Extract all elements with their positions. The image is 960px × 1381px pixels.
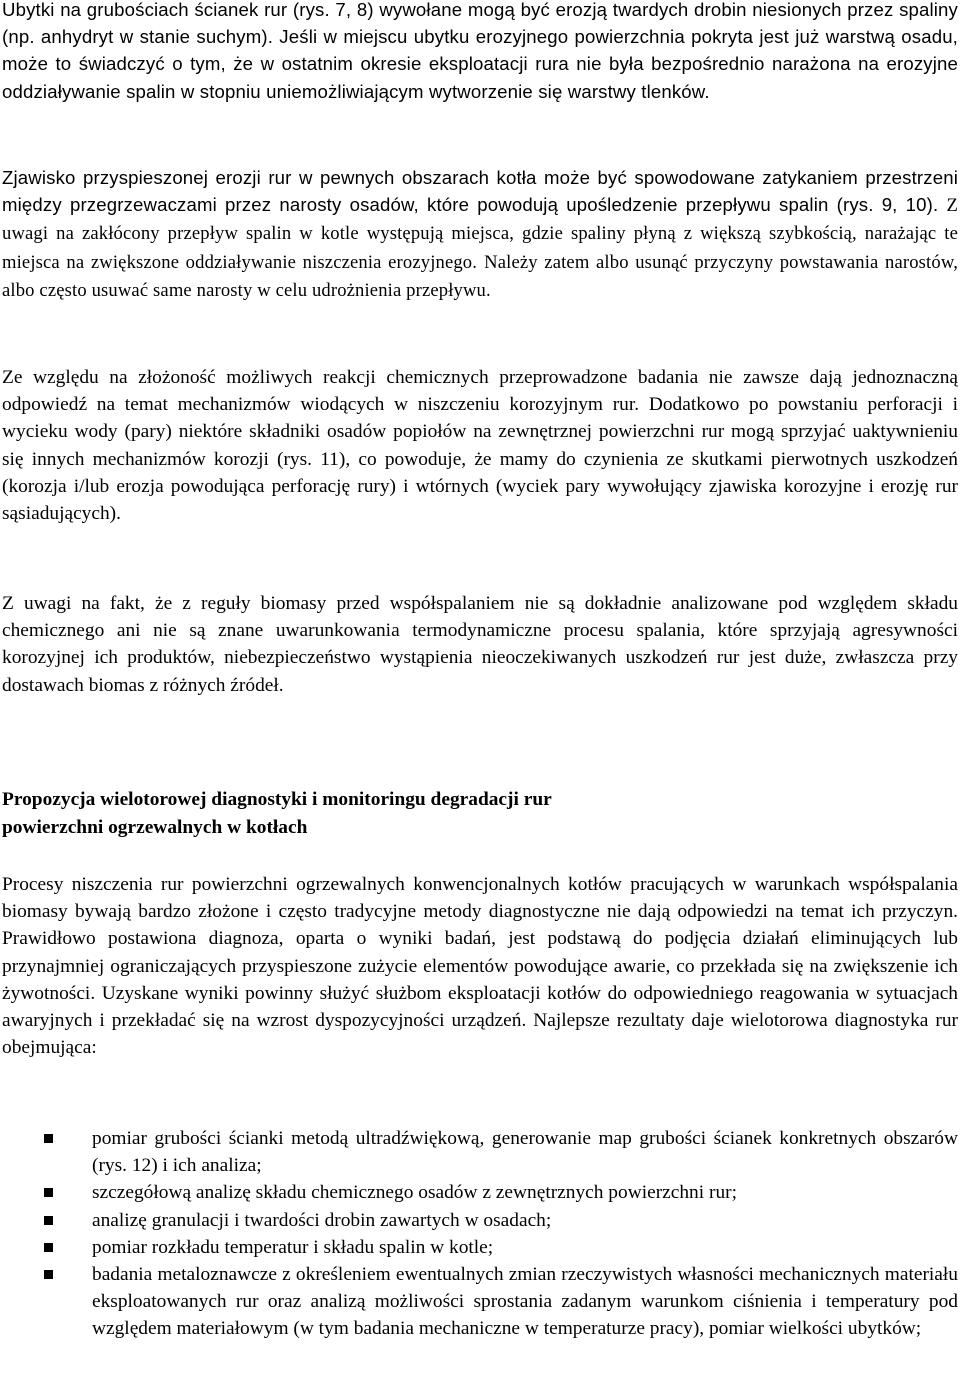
list-item bbox=[0, 1234, 958, 1261]
paragraph-accelerated-erosion-part1: Zjawisko przyspieszonej erozji rur w pewnych obszarach kotła może być spowodowane zatykaniem przestrzeni między przegrzewaczami przez narosty osadów, które powodują upośledzenie przepływu spalin (rys. 9, 10). bbox=[2, 167, 958, 216]
list-item-text: badania metaloznawcze z określeniem ewentualnych zmian rzeczywistych własności mechanicznych materiału eksploatowanych rur oraz analizą możliwości sprostania zadanym warunkom ciśnienia i temperatury pod względem materiałowym (w tym badania mechaniczne w temperaturze pracy), pomiar wielkości ubytków; bbox=[92, 1264, 958, 1340]
paragraph-accelerated-erosion bbox=[2, 164, 958, 304]
list-item bbox=[0, 1261, 958, 1343]
paragraph-accelerated-erosion-part3: Należy zatem albo usunąć przyczyny powstawania narostów, albo często usuwać same narosty w celu udrożnienia przepływu. bbox=[2, 251, 958, 301]
section-heading bbox=[2, 786, 958, 841]
square-bullet-icon bbox=[44, 1134, 53, 1143]
list-item bbox=[0, 1179, 958, 1206]
paragraph-diagnostics: Procesy niszczenia rur powierzchni ogrzewalnych konwencjonalnych kotłów pracujących w warunkach współspalania biomasy bywają bardzo złożone i często tradycyjne metody diagnostyczne nie dają odpowiedzi na temat ich przyczyn. Prawidłowo postawiona diagnoza, oparta o wyniki badań, jest podstawą do podjęcia działań eliminujących lub przynajmniej ograniczających przyspieszone zużycie elementów powodujące awarie, co przekłada się na zwiększenie ich żywotności. Uzyskane wyniki powinny służyć służbom eksploatacji kotłów do odpowiedniego reagowania w sytuacjach awaryjnych i przekładać się na wzrost dyspozycyjności urządzeń. Najlepsze rezultaty daje wielotorowa diagnostyka rur obejmująca: bbox=[2, 874, 958, 1059]
list-item-text: pomiar grubości ścianki metodą ultradźwiękową, generowanie map grubości ścianek konkretnych obszarów (rys. 12) i ich analiza; bbox=[92, 1128, 958, 1177]
square-bullet-icon bbox=[44, 1270, 53, 1279]
paragraph-biomass-analysis: Z uwagi na fakt, że z reguły biomasy przed współspalaniem nie są dokładnie analizowane pod względem składu chemicznego ani nie są znane uwarunkowania termodynamiczne procesu spalania, które sprzyjają agresywności korozyjnej ich produktów, niebezpieczeństwo wystąpienia nieoczekiwanych uszkodzeń rur jest duże, zwłaszcza przy dostawach biomas z różnych źródeł. bbox=[2, 593, 958, 696]
list-item-text: analizę granulacji i twardości drobin zawartych w osadach; bbox=[92, 1209, 552, 1231]
paragraph-chemical-reactions: Ze względu na złożoność możliwych reakcji chemicznych przeprowadzone badania nie zawsze dają jednoznaczną odpowiedź na temat mechanizmów wiodących w niszczeniu korozyjnym rur. Dodatkowo po powstaniu perforacji i wycieku wody (pary) niektóre składniki osadów popiołów na zewnętrznej powierzchni rur mogą sprzyjać uaktywnieniu się innych mechanizmów korozji (rys. 11), co powoduje, że mamy do czynienia ze skutkami pierwotnych uszkodzeń (korozja i/lub erozja powodująca perforację rury) i wtórnych (wyciek pary wywołujący zjawiska korozyjne i erozję rur sąsiadujących). bbox=[2, 367, 958, 525]
paragraph-accelerated-erosion-part2: Z uwagi na zakłócony przepływ spalin w kotle występują miejsca, gdzie spaliny płyną z większą szybkością, narażając te miejsca na zwiększone oddziaływanie niszczenia erozyjnego. bbox=[2, 195, 958, 273]
paragraph-erosion-losses: Ubytki na grubościach ścianek rur (rys. 7, 8) wywołane mogą być erozją twardych drobin niesionych przez spaliny (np. anhydryt w stanie suchym). Jeśli w miejscu ubytku erozyjnego powierzchnia pokryta jest już warstwą osadu, może to świadczyć o tym, że w ostatnim okresie eksploatacji rura nie była bezpośrednio narażona na erozyjne oddziaływanie spalin w stopniu uniemożliwiającym wytworzenie się warstwy tlenków. bbox=[2, 0, 958, 102]
list-item bbox=[0, 1125, 958, 1179]
section-heading-line1: Propozycja wielotorowej diagnostyki i monitoringu degradacji rur bbox=[2, 789, 552, 810]
list-item-text: szczegółową analizę składu chemicznego osadów z zewnętrznych powierzchni rur; bbox=[92, 1182, 737, 1204]
list-item-text: pomiar rozkładu temperatur i składu spalin w kotle; bbox=[92, 1236, 494, 1258]
square-bullet-icon bbox=[44, 1243, 53, 1252]
diagnostics-bullet-list bbox=[0, 1125, 958, 1343]
square-bullet-icon bbox=[44, 1188, 53, 1197]
section-heading-line2: powierzchni ogrzewalnych w kotłach bbox=[2, 816, 308, 838]
square-bullet-icon bbox=[44, 1216, 53, 1225]
list-item bbox=[0, 1207, 958, 1234]
